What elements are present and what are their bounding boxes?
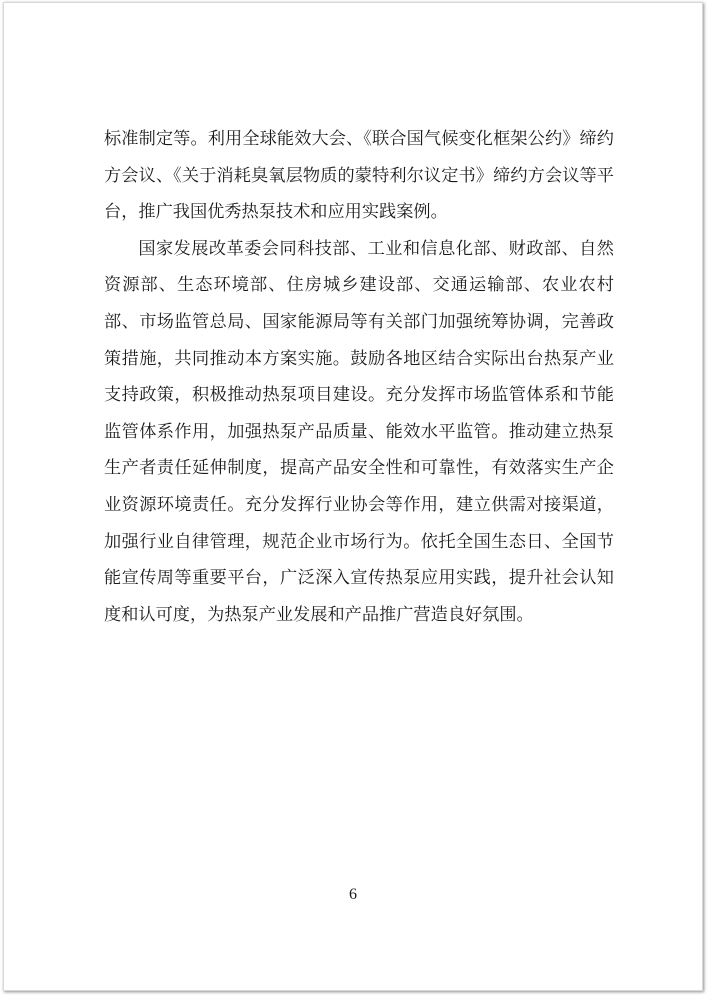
document-body [104,121,614,633]
page-number: 6 [349,886,357,903]
document-page [3,2,703,991]
paragraph-continuation: 标准制定等。利用全球能效大会、《联合国气候变化框架公约》缔约方会议、《关于消耗臭氧层物质的蒙特利尔议定书》缔约方会议等平台，推广我国优秀热泵技术和应用实践案例。 [104,129,614,223]
paragraph-implementation: 国家发展改革委会同科技部、工业和信息化部、财政部、自然资源部、生态环境部、住房城乡建设部、交通运输部、农业农村部、市场监管总局、国家能源局等有关部门加强统筹协调，完善政策措施，共同推动本方案实施。鼓励各地区结合实际出台热泵产业支持政策，积极推动热泵项目建设。充分发挥市场监管体系和节能监管体系作用，加强热泵产品质量、能效水平监管。推动建立热泵生产者责任延伸制度，提高产品安全性和可靠性，有效落实生产企业资源环境责任。充分发挥行业协会等作用，建立供需对接渠道，加强行业自律管理，规范企业市场行为。依托全国生态日、全国节能宣传周等重要平台，广泛深入宣传热泵应用实践，提升社会认知度和认可度，为热泵产业发展和产品推广营造良好氛围。 [104,238,614,625]
